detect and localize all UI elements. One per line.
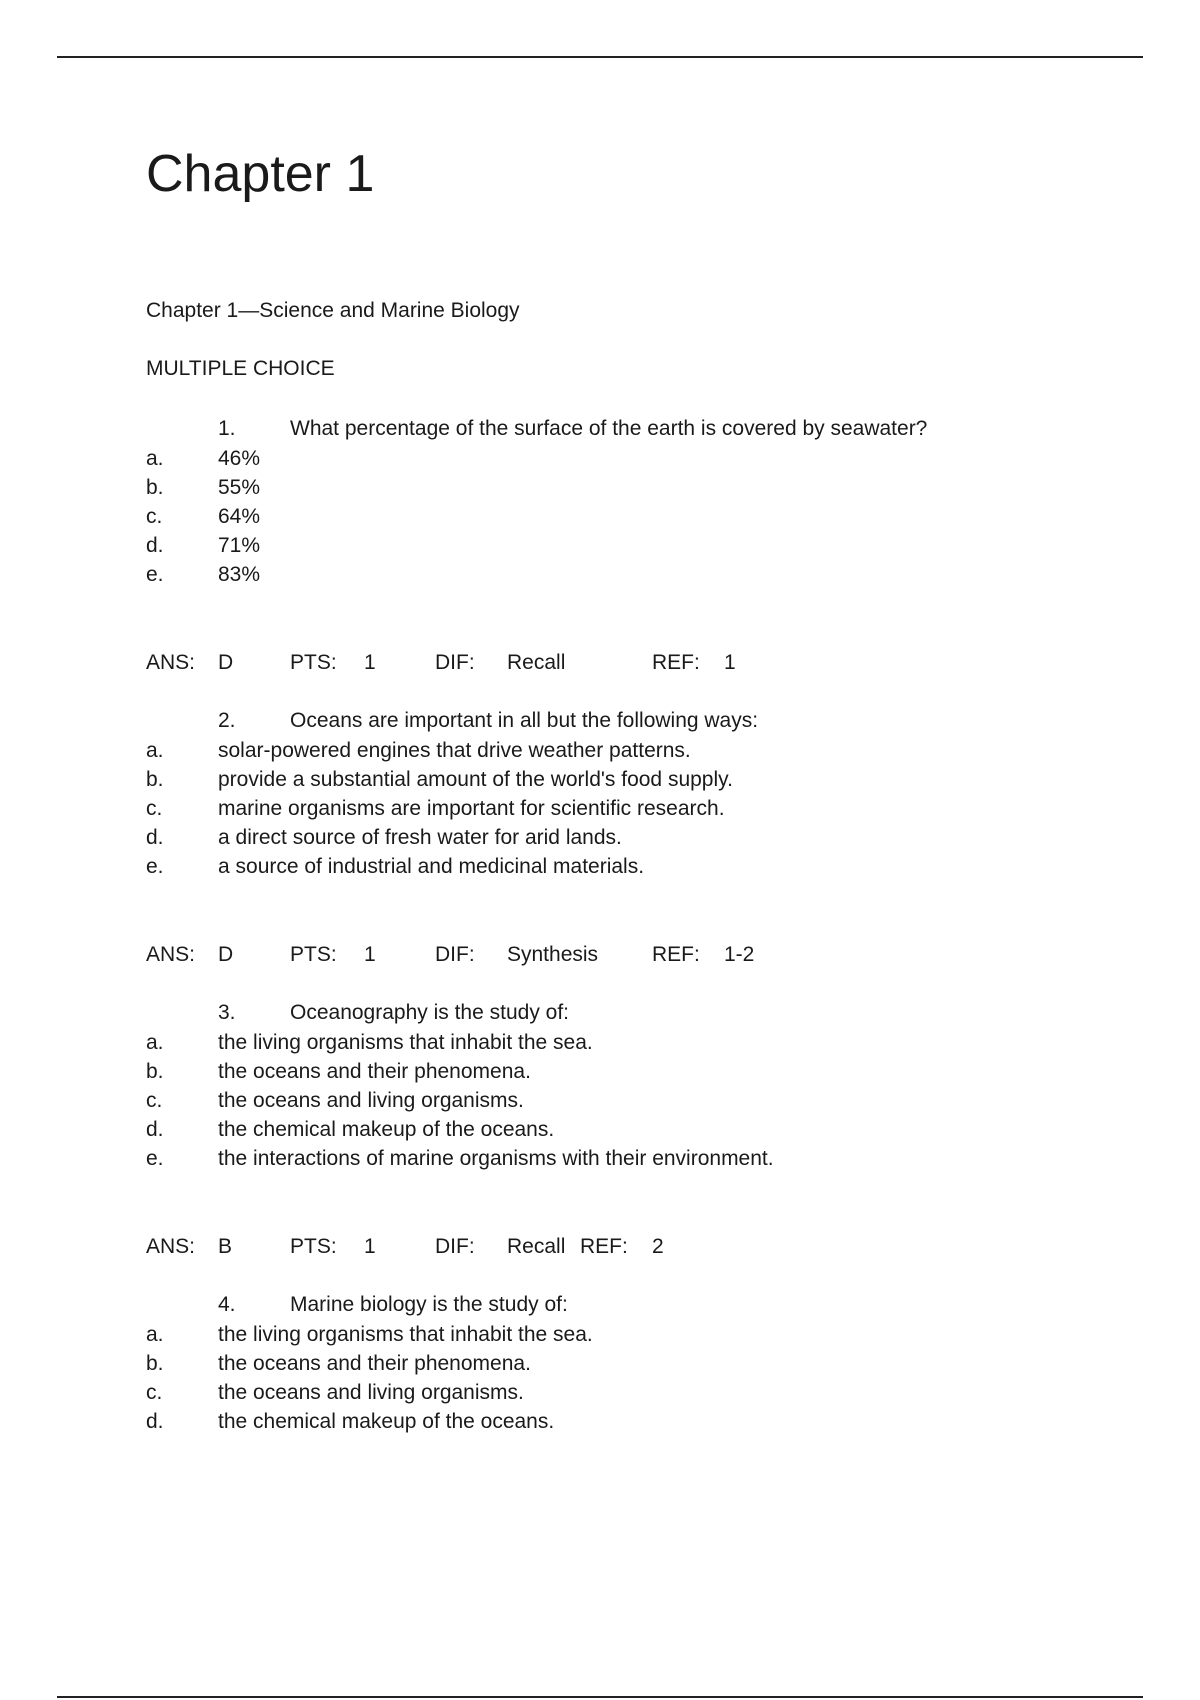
ans-label: ANS: (146, 1235, 196, 1258)
option-letter: b. (146, 476, 164, 499)
option-letter: d. (146, 1410, 164, 1433)
option-text: the chemical makeup of the oceans. (218, 1410, 555, 1433)
ans-value: D (218, 651, 234, 674)
dif-label: DIF: (435, 943, 475, 966)
dif-value: Recall (507, 1235, 566, 1258)
ref-label: REF: (652, 943, 700, 966)
question-stem (146, 414, 1146, 444)
option-text: the interactions of marine organisms with their environment. (218, 1147, 774, 1170)
option-letter: e. (146, 563, 164, 586)
document-subtitle: Chapter 1—Science and Marine Biology (146, 299, 520, 322)
option-c (146, 502, 1146, 531)
option-d (146, 531, 1146, 560)
dif-label: DIF: (435, 651, 475, 674)
option-letter: d. (146, 1118, 164, 1141)
answer-key-1 (146, 648, 1146, 678)
option-a (146, 1028, 1146, 1057)
option-e (146, 852, 1146, 881)
option-a (146, 1320, 1146, 1349)
option-text: provide a substantial amount of the world's food supply. (218, 768, 733, 791)
ref-value: 1 (724, 651, 736, 674)
option-text: the living organisms that inhabit the sea. (218, 1031, 593, 1054)
question-number: 4. (218, 1293, 236, 1316)
option-text: 64% (218, 505, 261, 528)
answer-key-2 (146, 940, 1146, 970)
ref-label: REF: (580, 1235, 628, 1258)
option-letter: c. (146, 1089, 163, 1112)
option-b (146, 1349, 1146, 1378)
chapter-heading: Chapter 1 (146, 145, 375, 203)
option-text: the oceans and their phenomena. (218, 1060, 531, 1083)
option-letter: c. (146, 1381, 163, 1404)
option-c (146, 1378, 1146, 1407)
option-text: a direct source of fresh water for arid lands. (218, 826, 622, 849)
question-text: Oceanography is the study of: (290, 1001, 569, 1024)
top-divider (57, 56, 1143, 58)
option-text: the oceans and living organisms. (218, 1089, 524, 1112)
question-stem (146, 998, 1146, 1028)
pts-value: 1 (364, 651, 376, 674)
option-text: 46% (218, 447, 261, 470)
question-text: What percentage of the surface of the earth is covered by seawater? (290, 417, 928, 440)
option-letter: b. (146, 1060, 164, 1083)
option-text: the chemical makeup of the oceans. (218, 1118, 555, 1141)
option-text: 55% (218, 476, 261, 499)
option-text: a source of industrial and medicinal materials. (218, 855, 645, 878)
dif-value: Recall (507, 651, 566, 674)
option-text: 83% (218, 563, 261, 586)
question-1 (146, 414, 1146, 589)
option-e (146, 560, 1146, 589)
pts-label: PTS: (290, 943, 337, 966)
option-letter: b. (146, 1352, 164, 1375)
option-letter: c. (146, 505, 163, 528)
option-e (146, 1144, 1146, 1173)
option-text: the oceans and their phenomena. (218, 1352, 531, 1375)
pts-label: PTS: (290, 1235, 337, 1258)
ref-label: REF: (652, 651, 700, 674)
option-letter: c. (146, 797, 163, 820)
option-letter: a. (146, 1323, 164, 1346)
option-letter: a. (146, 447, 164, 470)
option-text: solar-powered engines that drive weather patterns. (218, 739, 691, 762)
question-number: 2. (218, 709, 236, 732)
section-label: MULTIPLE CHOICE (146, 357, 335, 380)
question-number: 1. (218, 417, 236, 440)
option-text: marine organisms are important for scientific research. (218, 797, 725, 820)
option-letter: d. (146, 826, 164, 849)
option-c (146, 1086, 1146, 1115)
option-letter: e. (146, 1147, 164, 1170)
option-d (146, 1115, 1146, 1144)
option-letter: d. (146, 534, 164, 557)
question-3 (146, 998, 1146, 1173)
option-c (146, 794, 1146, 823)
question-stem (146, 706, 1146, 736)
pts-value: 1 (364, 943, 376, 966)
option-a (146, 444, 1146, 473)
question-text: Oceans are important in all but the following ways: (290, 709, 759, 732)
ans-value: B (218, 1235, 233, 1258)
option-d (146, 823, 1146, 852)
option-letter: e. (146, 855, 164, 878)
option-b (146, 765, 1146, 794)
answer-key-3 (146, 1232, 1146, 1262)
question-number: 3. (218, 1001, 236, 1024)
option-b (146, 1057, 1146, 1086)
question-stem (146, 1290, 1146, 1320)
ans-label: ANS: (146, 651, 196, 674)
option-letter: a. (146, 739, 164, 762)
bottom-divider (57, 1696, 1143, 1698)
ref-value: 2 (652, 1235, 664, 1258)
dif-value: Synthesis (507, 943, 599, 966)
option-text: the oceans and living organisms. (218, 1381, 524, 1404)
dif-label: DIF: (435, 1235, 475, 1258)
option-d (146, 1407, 1146, 1436)
pts-label: PTS: (290, 651, 337, 674)
option-b (146, 473, 1146, 502)
question-text: Marine biology is the study of: (290, 1293, 568, 1316)
option-a (146, 736, 1146, 765)
ref-value: 1-2 (724, 943, 755, 966)
option-text: 71% (218, 534, 261, 557)
option-letter: a. (146, 1031, 164, 1054)
option-text: the living organisms that inhabit the sea. (218, 1323, 593, 1346)
question-4 (146, 1290, 1146, 1436)
question-2 (146, 706, 1146, 881)
ans-label: ANS: (146, 943, 196, 966)
ans-value: D (218, 943, 234, 966)
pts-value: 1 (364, 1235, 376, 1258)
option-letter: b. (146, 768, 164, 791)
